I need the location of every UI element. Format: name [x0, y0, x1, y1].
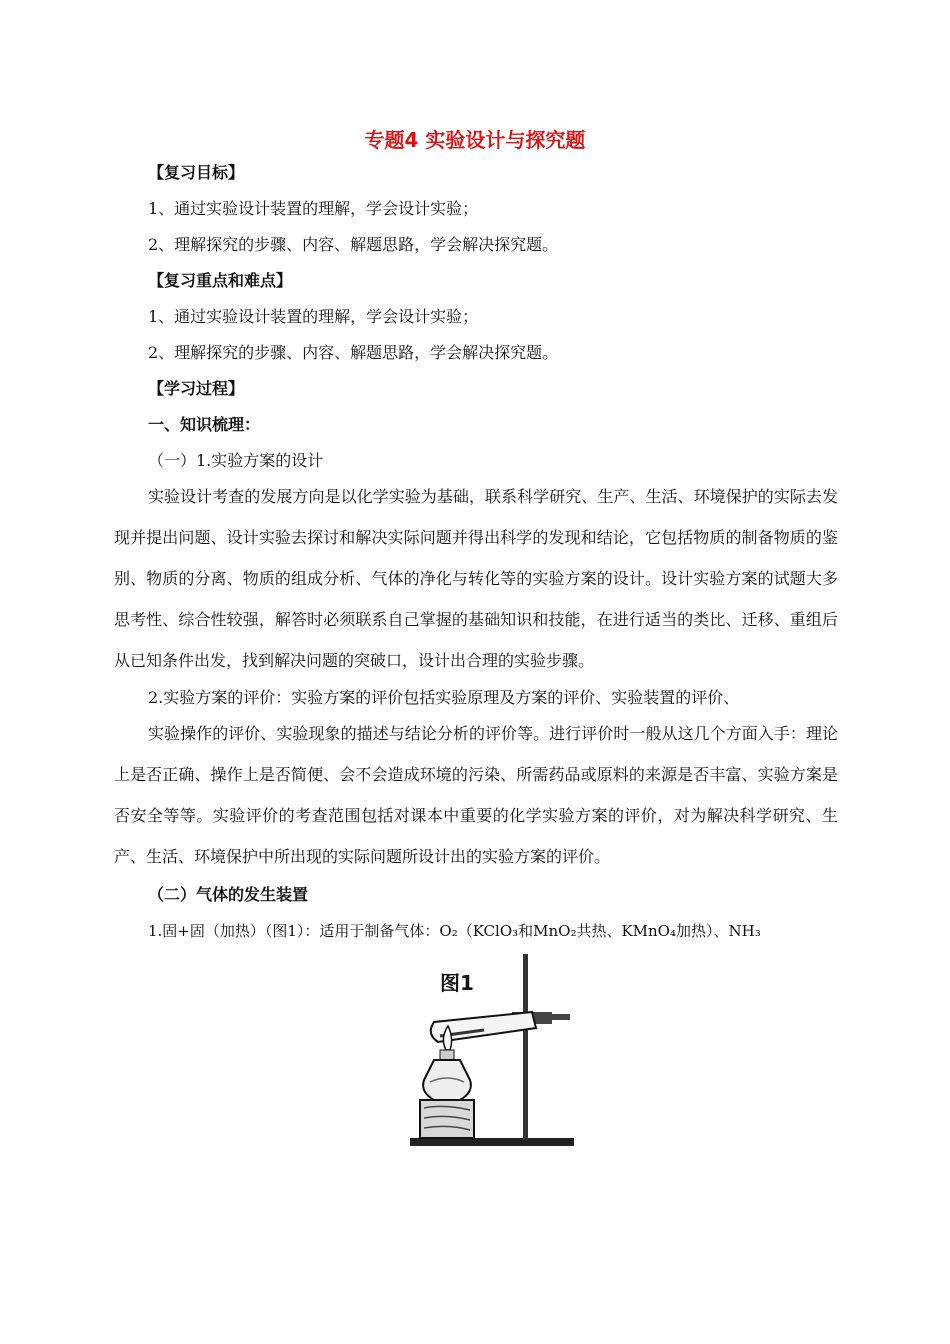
figure-label: 图1 [440, 971, 474, 995]
review-goal-2: 2、理解探究的步骤、内容、解题思路，学会解决探究题。 [148, 235, 559, 254]
process-heading: 【学习过程】 [148, 379, 245, 398]
subsection-design: （一）1.实验方案的设计 [148, 451, 324, 470]
section-knowledge: 一、知识梳理： [148, 415, 261, 434]
paragraph-evaluation: 实验操作的评价、实验现象的描述与结论分析的评价等。进行评价时一般从这几个方面入手：理论上是否正确、操作上是否简便、会不会造成环境的污染、所需药品或原料的来源是否丰富、实验方案是否安全等等。实验评价的考查范围包括对课本中重要的化学实验方案的评价，对为解决科学研究、生产、生活、环境保护中所出现的实际问题所设计出的实验方案的评价。 [114, 724, 838, 866]
review-goals-heading: 【复习目标】 [148, 163, 245, 182]
key-points-heading: 【复习重点和难点】 [148, 271, 293, 290]
paragraph-design: 实验设计考查的发展方向是以化学实验为基础，联系科学研究、生产、生活、环境保护的实际去发现并提出问题、设计实验去探讨和解决实际问题并得出科学的发现和结论，它包括物质的制备物质的鉴别、物质的分离、物质的组成分析、气体的净化与转化等的实验方案的设计。设计实验方案的试题大多思考性、综合性较强，解答时必须联系自己掌握的基础知识和技能，在进行适当的类比、迁移、重组后从已知条件出发，找到解决问题的突破口，设计出合理的实验步骤。 [114, 487, 838, 670]
delivery-tube [548, 1014, 570, 1020]
stand-base [410, 1138, 574, 1146]
page-title: 专题4 实验设计与探究题 [364, 128, 586, 152]
key-point-2: 2、理解探究的步骤、内容、解题思路，学会解决探究题。 [148, 343, 559, 362]
review-goal-1: 1、通过实验设计装置的理解，学会设计实验； [148, 199, 479, 218]
subsection-gas-apparatus: （二）气体的发生装置 [148, 885, 309, 904]
subsection-evaluation: 2.实验方案的评价：实验方案的评价包括实验原理及方案的评价、实验装置的评价、 [148, 688, 740, 707]
stand-rod [523, 954, 528, 1140]
figure-1-apparatus [404, 950, 576, 1155]
key-point-1: 1、通过实验设计装置的理解，学会设计实验； [148, 307, 479, 326]
wooden-block [420, 1100, 474, 1138]
apparatus-item-1: 1.固+固（加热）（图1）：适用于制备气体：O₂（KClO₃和MnO₂共热、KMnO₄加热）、NH₃ [148, 922, 761, 940]
alcohol-lamp [423, 1050, 471, 1100]
